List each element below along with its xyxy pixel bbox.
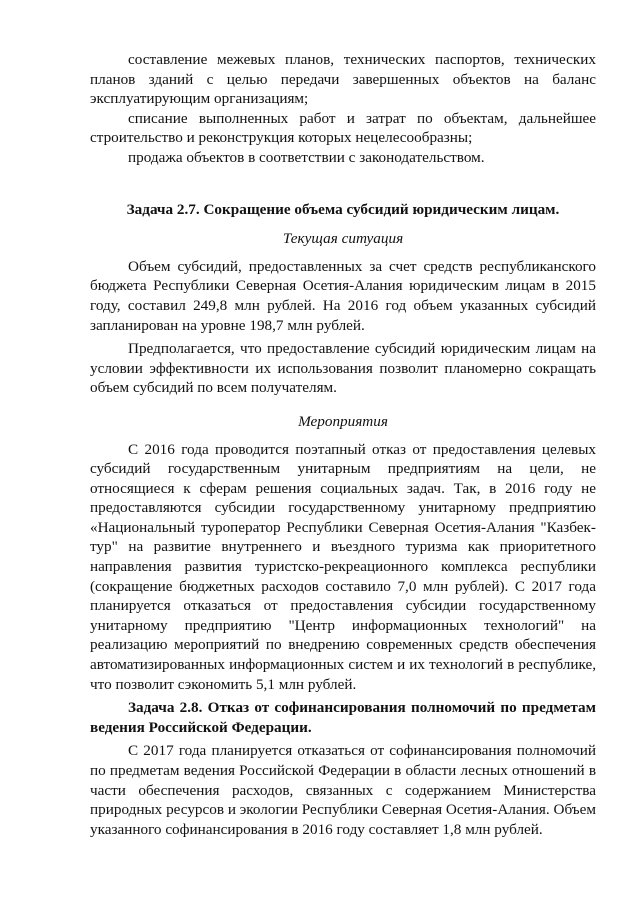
paragraph: Объем субсидий, предоставленных за счет средств республиканского бюджета Республики Северная Осетия-Алания юридическим лицам в 2015 году, составил 249,8 млн рублей. На 2016 год объем указанных субсидий запланирован на уровне 198,7 млн рублей.: [90, 257, 596, 334]
current-situation-heading: Текущая ситуация: [282, 230, 404, 248]
paragraph: Предполагается, что предоставление субсидий юридическим лицам на условии эффективности их использования позволит планомерно сокращать объем субсидий по всем получателям.: [90, 340, 596, 397]
list-item: списание выполненных работ и затрат по объектам, дальнейшее строительство и реконструкция которых нецелесообразны;: [90, 109, 596, 147]
document-page: [90, 50, 596, 839]
paragraph: С 2017 года планируется отказаться от софинансирования полномочий по предметам ведения Российской Федерации в области лесных отношений в части обеспечения расходов, связанных с содержанием Министерства природных ресурсов и экологии Республики Северная Осетия-Алания. Объем указанного софинансирования в 2016 году составляет 1,8 млн рублей.: [90, 742, 596, 838]
paragraph: С 2016 года проводится поэтапный отказ от предоставления целевых субсидий государственным унитарным предприятиям на цели, не относящиеся к сферам решения социальных задач. Так, в 2016 году не предоставляются субсидии государственному унитарному предприятию «Национальный туроператор Республики Северная Осетия-Алания "Казбек-тур" на развитие внутреннего и въездного туризма как приоритетного направления развития туристско-рекреационного комплекса республики (сокращение бюджетных расходов составило 7,0 млн рублей). С 2017 года планируется отказаться от предоставления субсидии государственному унитарному предприятию "Центр информационных технологий" на реализацию мероприятий по внедрению современных средств обеспечения автоматизированных информационных систем и их технологий в республике, что позволит сэкономить 5,1 млн рублей.: [90, 440, 596, 693]
list-item: составление межевых планов, технических паспортов, технических планов зданий с целью передачи завершенных объектов на баланс эксплуатирующим организациям;: [90, 51, 596, 108]
task-2-7-title: Задача 2.7. Сокращение объема субсидий юридическим лицам.: [126, 200, 560, 218]
task-2-8-title: Задача 2.8. Отказ от софинансирования полномочий по предметам ведения Российской Федерации.: [90, 699, 596, 736]
list-item: продажа объектов в соответствии с законодательством.: [128, 148, 485, 166]
measures-heading: Мероприятия: [298, 412, 388, 430]
